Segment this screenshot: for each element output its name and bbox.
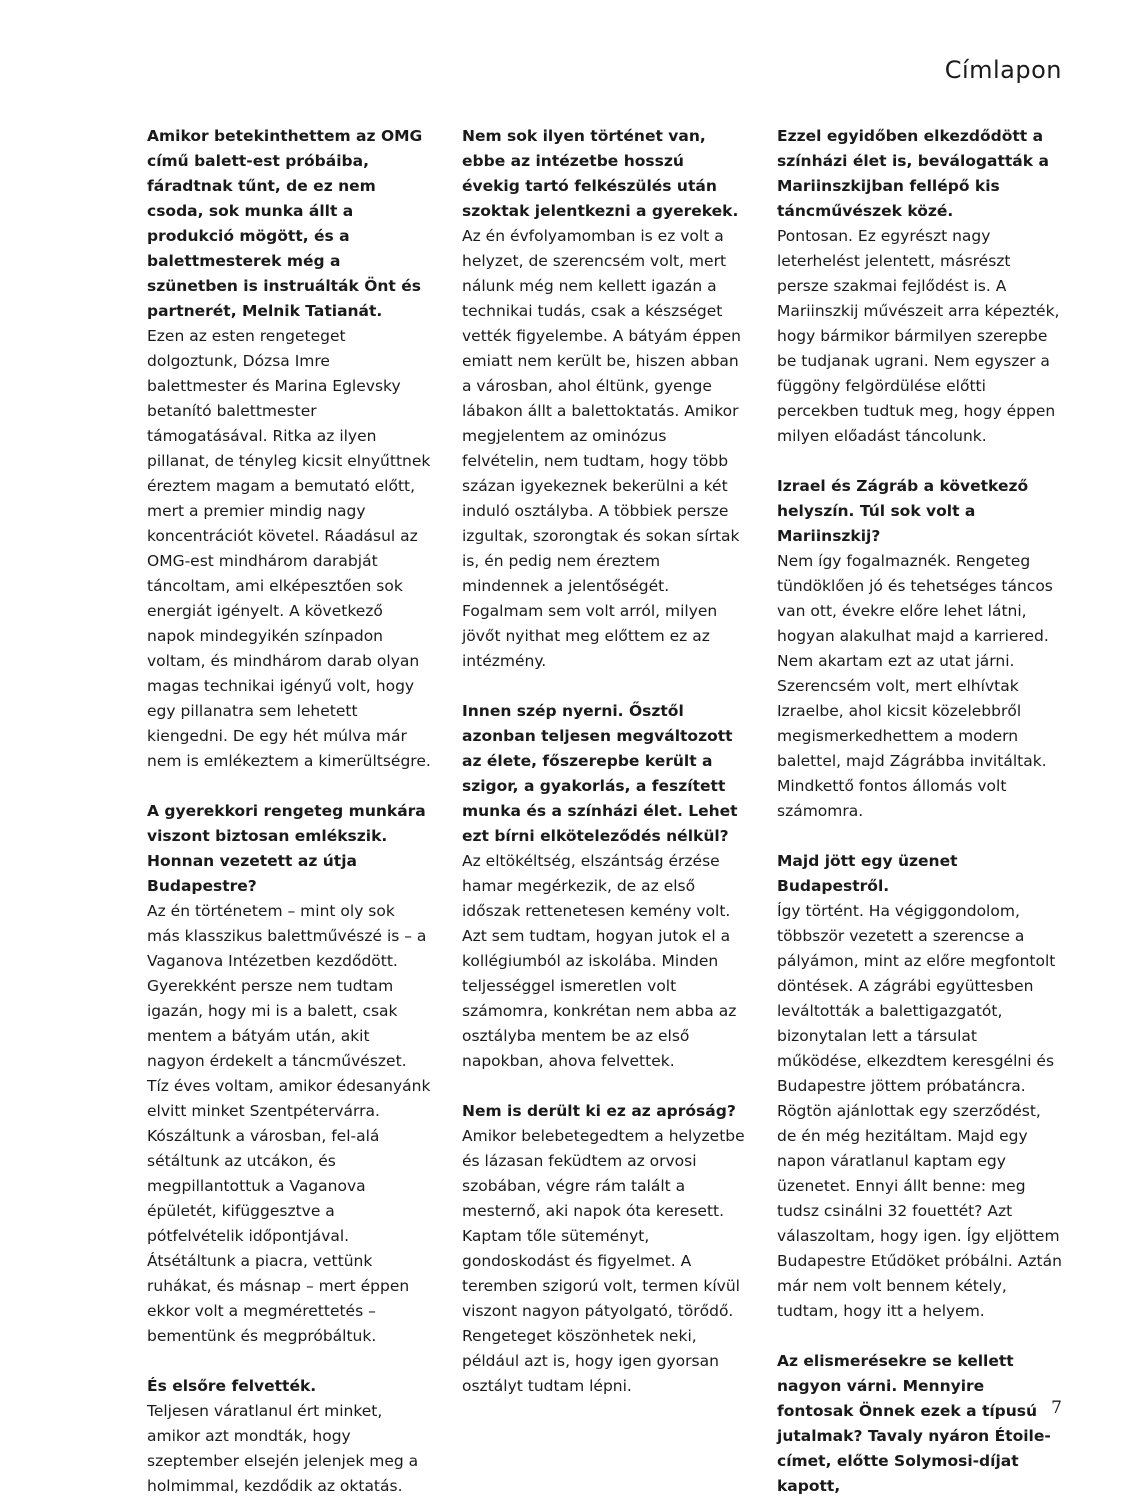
interview-answer: Így történt. Ha végiggondolom, többször vezetett a szerencse a pályámon, mint az előre megfontolt döntések. A zágrábi együttesben leváltották a balettigazgatót, bizonytalan lett a társulat működése, elkezdtem keresgélni és Budapestre jöttem próbatáncra. Rögtön ajánlottak egy szerződést, de én még hezitáltam. Majd egy napon váratlanul kaptam egy üzenetet. Ennyi állt benne: meg tudsz csinálni 32 fouettét? Azt válaszoltam, hogy igen. Így eljöttem Budapestre Etűdöket próbálni. Aztán már nem volt bennem kétely, tudtam, hogy itt a helyem.: [777, 902, 1062, 1320]
interview-question: Ezzel egyidőben elkezdődött a színházi élet is, beválogatták a Mariinszkijban fellépő kis táncművészek közé.: [777, 127, 1049, 220]
interview-question: És elsőre felvették.: [147, 1377, 317, 1395]
interview-question: Izrael és Zágráb a következő helyszín. Túl sok volt a Mariinszkij?: [777, 477, 1029, 545]
column-2: [462, 124, 747, 1499]
interview-question: Majd jött egy üzenet Budapestről.: [777, 852, 958, 895]
interview-answer: Teljesen váratlanul ért minket, amikor azt mondták, hogy szeptember elsején jelenjek meg a holmimmal, kezdődik az oktatás.: [147, 1402, 419, 1495]
interview-answer: Ezen az esten rengeteget dolgoztunk, Dózsa Imre balettmester és Marina Eglevsky betanító balettmester támogatásával. Ritka az ilyen pillanat, de tényleg kicsit elnyűttnek éreztem magam a bemutató előtt, mert a premier mindig nagy koncentrációt követel. Ráadásul az OMG-est mindhárom darabját táncoltam, ami elképesztően sok energiát igényelt. A következő napok mindegyikén színpadon voltam, és mindhárom darab olyan magas technikai igényű volt, hogy egy pillanatra sem lehetett kiengedni. De egy hét múlva már nem is emlékeztem a kimerültségre.: [147, 327, 431, 770]
interview-question: A gyerekkori rengeteg munkára viszont biztosan emlékszik. Honnan vezetett az útja Budapestre?: [147, 802, 426, 895]
interview-question: Az elismerésekre se kellett nagyon várni. Mennyire fontosak Önnek ezek a típusú jutalmak? Tavaly nyáron Étoile-címet, előtte Solymosi-díjat kapott,: [777, 1352, 1051, 1495]
article-body: [147, 124, 1062, 1499]
interview-answer: Az eltökéltség, elszántság érzése hamar megérkezik, de az első időszak rettenetesen kemény volt. Azt sem tudtam, hogyan jutok el a kollégiumból az iskolába. Minden teljességgel ismeretlen volt számomra, konkrétan nem abba az osztályba mentem be az első napokban, ahova felvettek.: [462, 852, 737, 1070]
interview-question: Amikor betekinthettem az OMG című balett-est próbáiba, fáradtnak tűnt, de ez nem csoda, sok munka állt a produkció mögött, és a balettmesterek még a szünetben is instruálták Önt és partnerét, Melnik Tatianát.: [147, 127, 423, 320]
page-number: 7: [1051, 1398, 1062, 1418]
interview-answer: Amikor belebetegedtem a helyzetbe és lázasan feküdtem az orvosi szobában, végre rám talált a mesternő, aki napok óta keresett. Kaptam tőle süteményt, gondoskodást és figyelmet. A teremben szigorú volt, termen kívül viszont nagyon pátyolgató, törődő. Rengeteget köszönhetek neki, például azt is, hogy igen gyorsan osztályt tudtam lépni.: [462, 1127, 745, 1395]
interview-answer: Pontosan. Ez egyrészt nagy leterhelést jelentett, másrészt persze szakmai fejlődést is. A Mariinszkij művészeit arra képezték, hogy bármikor bármilyen szerepbe be tudjanak ugrani. Nem egyszer a függöny felgördülése előtti percekben tudtuk meg, hogy éppen milyen előadást táncolunk.: [777, 227, 1060, 445]
interview-answer: Az én évfolyamomban is ez volt a helyzet, de szerencsém volt, mert nálunk még nem kellett igazán a technikai tudás, csak a készséget vették figyelembe. A bátyám éppen emiatt nem került be, hiszen abban a városban, ahol éltünk, gyenge lábakon állt a balettoktatás. Amikor megjelentem az ominózus felvételin, nem tudtam, hogy több százan igyekeznek bekerülni a két induló osztályba. A többiek persze izgultak, szorongtak és sokan sírtak is, én pedig nem éreztem mindennek a jelentőségét. Fogalmam sem volt arról, milyen jövőt nyithat meg előttem ez az intézmény.: [462, 227, 741, 670]
interview-question: Nem sok ilyen történet van, ebbe az intézetbe hosszú évekig tartó felkészülés után szoktak jelentkezni a gyerekek.: [462, 127, 739, 220]
interview-question: Innen szép nyerni. Ősztől azonban teljesen megváltozott az élete, főszerepbe került a szigor, a gyakorlás, a feszített munka és a színházi élet. Lehet ezt bírni elköteleződés nélkül?: [462, 702, 738, 845]
column-1: [147, 124, 432, 1499]
interview-answer: Az én történetem – mint oly sok más klasszikus balettművészé is – a Vaganova Intézetben kezdődött. Gyerekként persze nem tudtam igazán, hogy mi is a balett, csak mentem a bátyám után, akit nagyon érdekelt a táncművészet. Tíz éves voltam, amikor édesanyánk elvitt minket Szentpétervárra. Kószáltunk a városban, fel-alá sétáltunk az utcákon, és megpillantottuk a Vaganova épületét, kifüggesztve a pótfelvételik időpontjával. Átsétáltunk a piacra, vettünk ruhákat, és másnap – mert éppen ekkor volt a megmérettetés – bementünk és megpróbáltuk.: [147, 902, 431, 1345]
section-title: Címlapon: [944, 56, 1062, 84]
interview-answer: Nem így fogalmaznék. Rengeteg tündöklően jó és tehetséges táncos van ott, évekre előre lehet látni, hogyan alakulhat majd a karriered. Nem akartam ezt az utat járni. Szerencsém volt, mert elhívtak Izraelbe, ahol kicsit közelebbről megismerkedhettem a modern balettel, majd Zágrábba invitáltak. Mindkettő fontos állomás volt számomra.: [777, 552, 1053, 820]
column-3: [777, 124, 1062, 1499]
interview-question: Nem is derült ki ez az apróság?: [462, 1102, 736, 1120]
